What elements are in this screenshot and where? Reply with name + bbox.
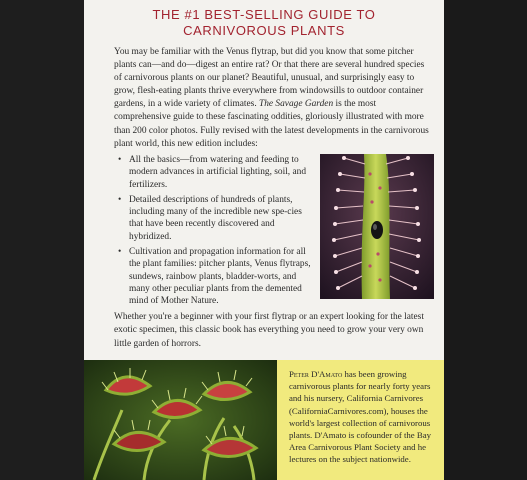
bullet-glyph: •: [118, 247, 122, 258]
bullet-glyph: •: [118, 194, 122, 205]
flytrap-illustration: [84, 360, 277, 480]
closing-paragraph: Whether you're a beginner with your first flytrap or an expert looking for the latest exotic specimen, this classic book has everything you need to grow your very own little garden of horrors.: [114, 312, 424, 349]
sundew-photo: [320, 154, 434, 299]
list-item-text: Detailed descriptions of hundreds of plants, including many of the incredible new spe-cies that have been recently discovered and hybridized.: [129, 194, 302, 242]
cover-heading: [84, 7, 444, 39]
left-frame: [0, 0, 84, 480]
author-name: Peter D'Amato: [289, 369, 343, 379]
book-back-cover: [84, 0, 444, 480]
heading-line-1: THE #1 BEST-SELLING GUIDE TO: [152, 7, 376, 22]
list-item-text: All the basics—from watering and feeding to modern advances in artificial lighting, soil, and fertilizers.: [129, 155, 307, 190]
flytrap-photo: [84, 360, 277, 480]
list-item-text: Cultivation and propagation information for all the plant families: pitcher plants, Venus flytraps, sundews, rainbow plants, bladder-worts, and many other peculiar plants from the demented mind of Mother Nature.: [129, 247, 311, 307]
right-frame: [444, 0, 527, 480]
list-item: [118, 194, 314, 243]
list-item: [118, 154, 314, 191]
intro-text: You may be familiar with the Venus flytrap, but did you know that some pitcher plants can—and do—digest an entire rat? Or that there are several hundred species of carnivorous plants on our planet? Beautiful, unusual, and surprisingly easy to grow, flesh-eating plants thrive everywhere from windowsills to outdoor container gardens, in a wide variety of climates.: [114, 47, 425, 110]
author-bio-panel: [277, 360, 444, 480]
book-title-italic: The Savage Garden: [259, 99, 334, 110]
sundew-illustration: [320, 154, 434, 299]
features-list: [118, 154, 314, 311]
list-item: [118, 246, 314, 307]
intro-paragraph: [114, 46, 432, 151]
heading-line-2: CARNIVOROUS PLANTS: [183, 23, 345, 38]
bottom-band: [84, 360, 444, 480]
intro-text-continued: is the most comprehensive guide to these fascinating oddities, gloriously illustrated with more than 200 color photos. Fully revised with the latest developments in the carnivorous plant world, this new edition includes:: [114, 99, 429, 149]
author-bio: [289, 368, 439, 466]
bullet-glyph: •: [118, 155, 122, 165]
author-bio-text: has been growing carnivorous plants for nearly forty years and his nursery, California Carnivores (CaliforniaCarnivores.com), houses the world's largest collection of carnivorous plants. D'Amato is cofounder of the Bay Area Carnivorous Plant Society and he lectures on the subject nationwide.: [289, 369, 432, 465]
